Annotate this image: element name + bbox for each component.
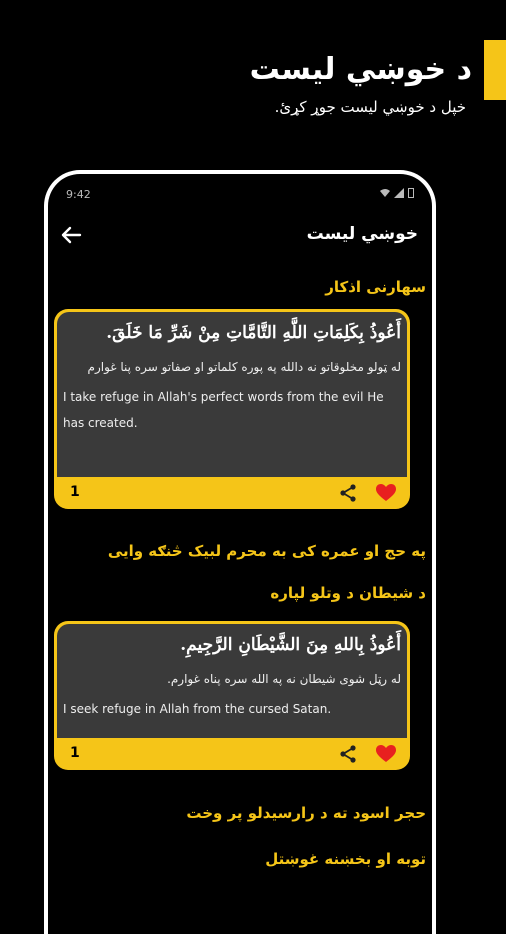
section-title-hajj-talbiyah[interactable]: په حج او عمره کی به محرم لبیک څنګه وایی: [107, 542, 426, 560]
share-icon[interactable]: [338, 483, 358, 503]
status-bar: [66, 188, 414, 204]
section-title-satan-refuge[interactable]: د شیطان د وتلو لپاره: [270, 584, 426, 602]
status-icons: [380, 188, 414, 198]
favorite-heart-icon[interactable]: [376, 484, 396, 502]
favorite-heart-icon[interactable]: [376, 745, 396, 763]
status-time: 9:42: [66, 188, 91, 201]
dhikr-card-body: [57, 312, 407, 477]
dhikr-english-translation: I take refuge in Allah's perfect words from the evil He has created.: [63, 390, 384, 430]
share-icon[interactable]: [338, 744, 358, 764]
dhikr-arabic-text: أَعُوذُ بِكَلِمَاتِ اللَّهِ التَّامَّاتِ مِنْ شَرِّ مَا خَلَقَ.: [106, 323, 401, 343]
dhikr-counter: 1: [70, 484, 80, 500]
app-bar-title: خوښي لیست: [306, 224, 418, 244]
dhikr-card-body: [57, 624, 407, 738]
section-title-morning-adhkar[interactable]: سهارنی اذکار: [325, 278, 426, 296]
dhikr-card: [54, 309, 410, 509]
dhikr-counter: 1: [70, 745, 80, 761]
battery-icon: [408, 188, 414, 198]
phone-frame: [44, 170, 436, 934]
dhikr-pashto-translation: له رټل شوی شیطان نه په الله سره پناه غوارم.: [167, 672, 401, 686]
dhikr-card: [54, 621, 410, 770]
signal-icon: [394, 188, 404, 198]
promo-accent-bar: [484, 40, 506, 100]
dhikr-pashto-translation: له ټولو مخلوقاتو نه دالله په پوره کلماتو او صفاتو سره پنا غوارم: [87, 360, 401, 374]
dhikr-arabic-text: أَعُوذُ بِاللهِ مِنَ الشَّيْطَانِ الرَّجِيمِ.: [180, 635, 401, 655]
dhikr-english-translation: I seek refuge in Allah from the cursed Satan.: [63, 702, 332, 716]
dhikr-card-footer: [54, 477, 410, 509]
app-bar: [48, 214, 432, 256]
promo-title: د خوښي لیست: [249, 52, 472, 87]
wifi-icon: [380, 188, 390, 198]
promo-subtitle: خپل د خوښي لیست جوړ کړئ.: [274, 98, 466, 116]
back-arrow-icon[interactable]: [60, 224, 82, 246]
section-title-black-stone[interactable]: حجر اسود ته د رارسیدلو پر وخت: [186, 804, 426, 822]
dhikr-card-footer: [54, 738, 410, 770]
section-title-repentance[interactable]: توبه او بخښنه غوښتل: [265, 850, 426, 868]
